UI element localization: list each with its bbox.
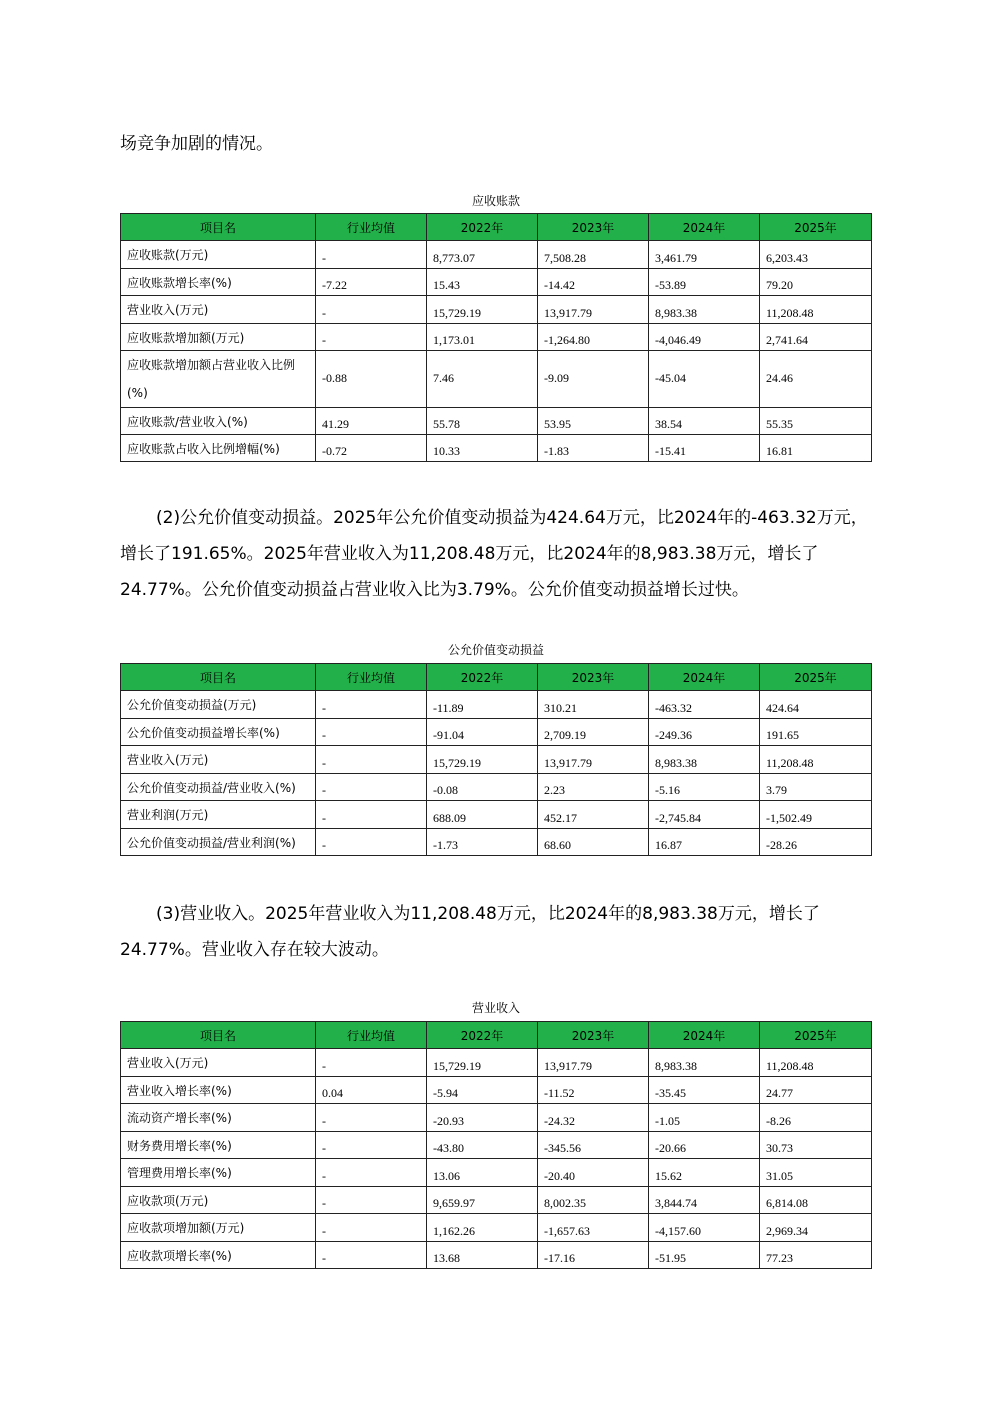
cell-value: -5.16 <box>649 774 760 801</box>
row-label: 营业收入(万元) <box>121 1049 316 1077</box>
table-header-row <box>121 664 872 691</box>
cell-value: -0.72 <box>316 435 427 462</box>
table-row <box>121 269 872 296</box>
table-header-row <box>121 214 872 241</box>
cell-value: -17.16 <box>538 1242 649 1269</box>
table-row <box>121 324 872 351</box>
header-cell: 行业均值 <box>316 214 427 241</box>
cell-value: 11,208.48 <box>760 1049 872 1077</box>
cell-value: 16.81 <box>760 435 872 462</box>
row-label: 公允价值变动损益/营业利润(%) <box>121 829 316 856</box>
cell-value: -43.80 <box>427 1132 538 1159</box>
cell-value: 452.17 <box>538 801 649 829</box>
cell-value: -53.89 <box>649 269 760 296</box>
cell-value: 15.62 <box>649 1159 760 1187</box>
cell-value: -20.66 <box>649 1132 760 1159</box>
cell-value: 1,173.01 <box>427 324 538 351</box>
table-row <box>121 1049 872 1077</box>
cell-value: -0.88 <box>316 351 427 408</box>
cell-value: 8,002.35 <box>538 1187 649 1214</box>
table2-caption: 公允价值变动损益 <box>447 643 544 657</box>
row-label: 流动资产增长率(%) <box>121 1104 316 1132</box>
cell-value: - <box>316 296 427 324</box>
fair-value-paragraph: (2)公允价值变动损益。2025年公允价值变动损益为424.64万元，比2024年的-463.32万元，增长了191.65%。2025年营业收入为11,208.48万元，比2024年的8,983.38万元，增长了24.77%。公允价值变动损益占营业收入比为3.79%。公允价值变动损益增长过快。 <box>120 508 868 600</box>
header-cell: 项目名 <box>121 664 316 691</box>
cell-value: 15,729.19 <box>427 296 538 324</box>
cell-value: -24.32 <box>538 1104 649 1132</box>
header-cell: 2025年 <box>760 1022 872 1049</box>
table-row <box>121 435 872 462</box>
row-label: 应收款项增长率(%) <box>121 1242 316 1269</box>
cell-value: 77.23 <box>760 1242 872 1269</box>
cell-value: 24.46 <box>760 351 872 408</box>
cell-value: -1.73 <box>427 829 538 856</box>
cell-value: 79.20 <box>760 269 872 296</box>
cell-value: 68.60 <box>538 829 649 856</box>
cell-value: - <box>316 691 427 719</box>
receivables-table <box>120 213 872 462</box>
table-row <box>121 801 872 829</box>
cell-value: 9,659.97 <box>427 1187 538 1214</box>
header-cell: 2023年 <box>538 664 649 691</box>
cell-value: - <box>316 1242 427 1269</box>
cell-value: 0.04 <box>316 1077 427 1104</box>
cell-value: 16.87 <box>649 829 760 856</box>
cell-value: - <box>316 829 427 856</box>
row-label: 应收账款(万元) <box>121 241 316 269</box>
cell-value: 310.21 <box>538 691 649 719</box>
cell-value: -4,157.60 <box>649 1214 760 1242</box>
header-cell: 2024年 <box>649 1022 760 1049</box>
cell-value: -4,046.49 <box>649 324 760 351</box>
header-cell: 行业均值 <box>316 664 427 691</box>
cell-value: 1,162.26 <box>427 1214 538 1242</box>
table3-caption: 营业收入 <box>471 1001 520 1015</box>
table-row <box>121 296 872 324</box>
row-label: 营业收入增长率(%) <box>121 1077 316 1104</box>
row-label: 公允价值变动损益增长率(%) <box>121 719 316 746</box>
header-cell: 2025年 <box>760 214 872 241</box>
cell-value: -1.83 <box>538 435 649 462</box>
cell-value: -345.56 <box>538 1132 649 1159</box>
row-label: 应收账款增加额(万元) <box>121 324 316 351</box>
table-row <box>121 241 872 269</box>
header-cell: 2022年 <box>427 1022 538 1049</box>
cell-value: 55.35 <box>760 408 872 435</box>
header-cell: 项目名 <box>121 214 316 241</box>
cell-value: - <box>316 774 427 801</box>
row-label: 管理费用增长率(%) <box>121 1159 316 1187</box>
table-row <box>121 1132 872 1159</box>
table-row <box>121 1187 872 1214</box>
cell-value: -249.36 <box>649 719 760 746</box>
cell-value: -11.89 <box>427 691 538 719</box>
cell-value: 13,917.79 <box>538 1049 649 1077</box>
cell-value: - <box>316 241 427 269</box>
header-cell: 行业均值 <box>316 1022 427 1049</box>
cell-value: 11,208.48 <box>760 296 872 324</box>
row-label: 应收款项增加额(万元) <box>121 1214 316 1242</box>
cell-value: 3,461.79 <box>649 241 760 269</box>
cell-value: 13.06 <box>427 1159 538 1187</box>
row-label: 营业收入(万元) <box>121 296 316 324</box>
cell-value: 13.68 <box>427 1242 538 1269</box>
header-cell: 2023年 <box>538 214 649 241</box>
header-cell: 2025年 <box>760 664 872 691</box>
cell-value: -1,502.49 <box>760 801 872 829</box>
cell-value: 8,983.38 <box>649 1049 760 1077</box>
fair-value-table <box>120 663 872 856</box>
cell-value: 13,917.79 <box>538 296 649 324</box>
cell-value: -15.41 <box>649 435 760 462</box>
table-row <box>121 719 872 746</box>
cell-value: - <box>316 1104 427 1132</box>
cell-value: 6,814.08 <box>760 1187 872 1214</box>
row-label: 营业利润(万元) <box>121 801 316 829</box>
header-cell: 2022年 <box>427 664 538 691</box>
row-label: 应收账款增长率(%) <box>121 269 316 296</box>
revenue-paragraph: (3)营业收入。2025年营业收入为11,208.48万元，比2024年的8,983.38万元，增长了24.77%。营业收入存在较大波动。 <box>120 904 820 960</box>
cell-value: -20.93 <box>427 1104 538 1132</box>
cell-value: 31.05 <box>760 1159 872 1187</box>
cell-value: 2,741.64 <box>760 324 872 351</box>
cell-value: - <box>316 1214 427 1242</box>
cell-value: -9.09 <box>538 351 649 408</box>
header-cell: 项目名 <box>121 1022 316 1049</box>
cell-value: 688.09 <box>427 801 538 829</box>
cell-value: -1,264.80 <box>538 324 649 351</box>
cell-value: - <box>316 324 427 351</box>
cell-value: 41.29 <box>316 408 427 435</box>
cell-value: 8,773.07 <box>427 241 538 269</box>
cell-value: -8.26 <box>760 1104 872 1132</box>
cell-value: -463.32 <box>649 691 760 719</box>
table-row <box>121 746 872 774</box>
cell-value: 7,508.28 <box>538 241 649 269</box>
cell-value: 15.43 <box>427 269 538 296</box>
cell-value: 55.78 <box>427 408 538 435</box>
cell-value: 15,729.19 <box>427 746 538 774</box>
cell-value: 191.65 <box>760 719 872 746</box>
cell-value: - <box>316 719 427 746</box>
cell-value: 15,729.19 <box>427 1049 538 1077</box>
table-row <box>121 691 872 719</box>
row-label: 应收账款占收入比例增幅(%) <box>121 435 316 462</box>
cell-value: 53.95 <box>538 408 649 435</box>
cell-value: -51.95 <box>649 1242 760 1269</box>
table-row <box>121 1104 872 1132</box>
header-cell: 2024年 <box>649 664 760 691</box>
cell-value: -20.40 <box>538 1159 649 1187</box>
cell-value: -1,657.63 <box>538 1214 649 1242</box>
cell-value: -45.04 <box>649 351 760 408</box>
cell-value: - <box>316 1159 427 1187</box>
cell-value: 3.79 <box>760 774 872 801</box>
cell-value: 6,203.43 <box>760 241 872 269</box>
cell-value: - <box>316 1049 427 1077</box>
table-row <box>121 351 872 408</box>
header-cell: 2024年 <box>649 214 760 241</box>
cell-value: -5.94 <box>427 1077 538 1104</box>
header-cell: 2023年 <box>538 1022 649 1049</box>
table1-caption: 应收账款 <box>471 194 520 208</box>
table-row <box>121 408 872 435</box>
cell-value: 2,969.34 <box>760 1214 872 1242</box>
cell-value: - <box>316 746 427 774</box>
cell-value: 3,844.74 <box>649 1187 760 1214</box>
cell-value: -1.05 <box>649 1104 760 1132</box>
row-label: 公允价值变动损益/营业收入(%) <box>121 774 316 801</box>
table-row <box>121 1214 872 1242</box>
row-label: 财务费用增长率(%) <box>121 1132 316 1159</box>
cell-value: 424.64 <box>760 691 872 719</box>
table-header-row <box>121 1022 872 1049</box>
cell-value: 24.77 <box>760 1077 872 1104</box>
cell-value: -28.26 <box>760 829 872 856</box>
table-row <box>121 829 872 856</box>
cell-value: -35.45 <box>649 1077 760 1104</box>
table-row <box>121 1159 872 1187</box>
cell-value: - <box>316 801 427 829</box>
table-row <box>121 1242 872 1269</box>
cell-value: -14.42 <box>538 269 649 296</box>
row-label: 应收账款/营业收入(%) <box>121 408 316 435</box>
row-label: 应收款项(万元) <box>121 1187 316 1214</box>
row-label: 公允价值变动损益(万元) <box>121 691 316 719</box>
intro-paragraph-tail: 场竞争加剧的情况。 <box>120 134 273 154</box>
cell-value: - <box>316 1132 427 1159</box>
cell-value: -0.08 <box>427 774 538 801</box>
header-cell: 2022年 <box>427 214 538 241</box>
cell-value: - <box>316 1187 427 1214</box>
cell-value: 13,917.79 <box>538 746 649 774</box>
cell-value: 30.73 <box>760 1132 872 1159</box>
cell-value: -91.04 <box>427 719 538 746</box>
cell-value: -7.22 <box>316 269 427 296</box>
table-row <box>121 774 872 801</box>
row-label: 营业收入(万元) <box>121 746 316 774</box>
cell-value: 7.46 <box>427 351 538 408</box>
row-label: 应收账款增加额占营业收入比例(%) <box>121 351 316 408</box>
cell-value: 8,983.38 <box>649 296 760 324</box>
cell-value: -11.52 <box>538 1077 649 1104</box>
cell-value: 8,983.38 <box>649 746 760 774</box>
cell-value: 38.54 <box>649 408 760 435</box>
cell-value: 10.33 <box>427 435 538 462</box>
table-row <box>121 1077 872 1104</box>
cell-value: 2.23 <box>538 774 649 801</box>
cell-value: -2,745.84 <box>649 801 760 829</box>
cell-value: 2,709.19 <box>538 719 649 746</box>
revenue-table <box>120 1021 872 1269</box>
cell-value: 11,208.48 <box>760 746 872 774</box>
